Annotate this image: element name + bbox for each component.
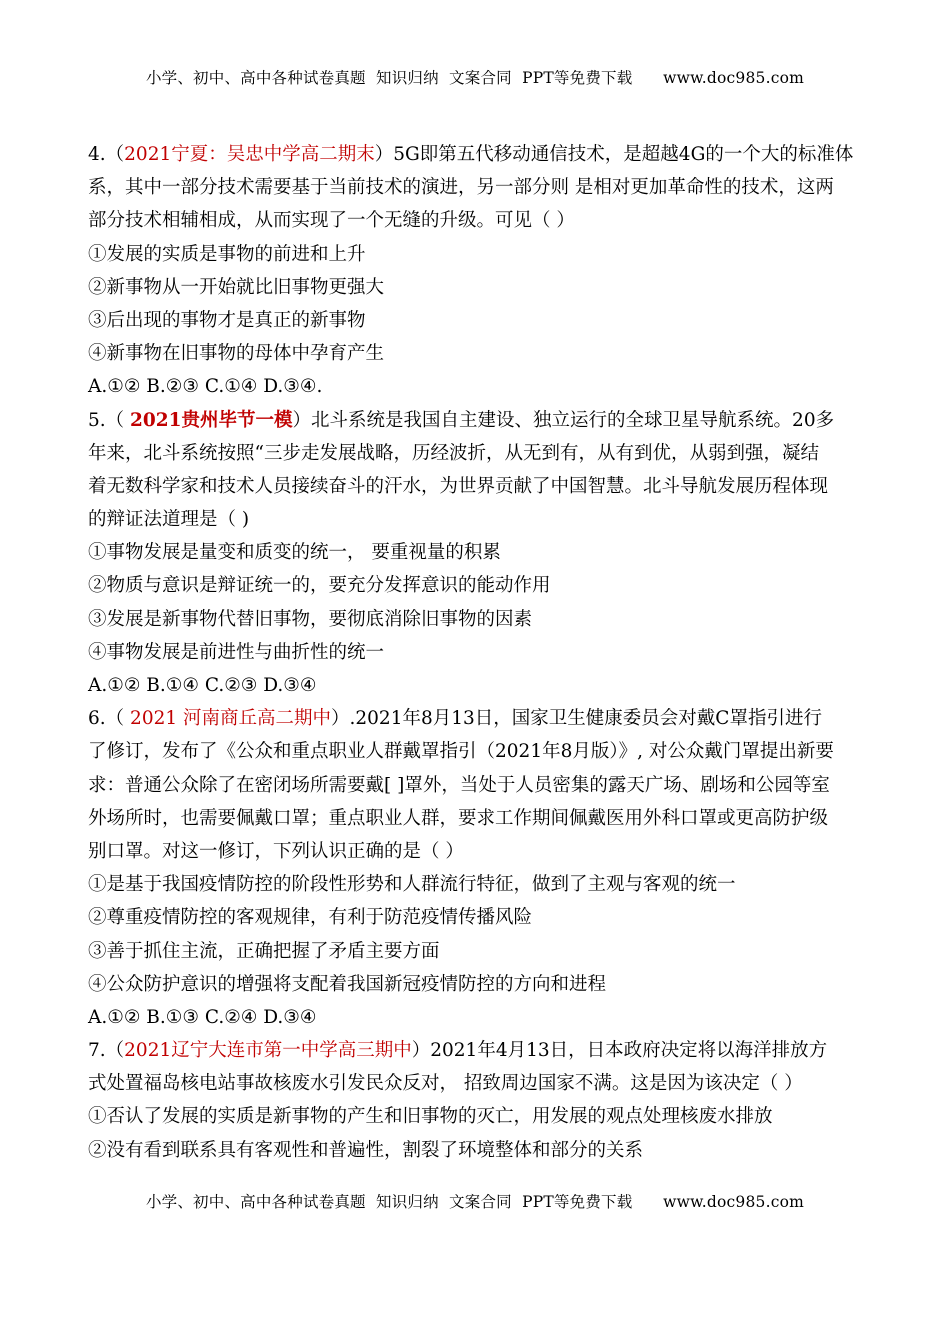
question-4-option-4: ④新事物在旧事物的母体中孕育产生: [88, 343, 385, 365]
stem-text: ）.2021年8月13日，国家卫生健康委员会对戴C罩指引进行: [331, 708, 822, 730]
page-footer: 小学、初中、高中各种试卷真题 知识归纳 文案合同 PPT等免费下载 www.doc985.com: [145, 1193, 805, 1211]
question-6-stem-line-5: 别口罩。对这一修订，下列认识正确的是（ ）: [88, 840, 464, 862]
question-6-option-1: ①是基于我国疫情防控的阶段性形势和人群流行特征，做到了主观与客观的统一: [88, 874, 736, 896]
question-6-stem-line-4: 外场所时，也需要佩戴口罩；重点职业人群，要求工作期间佩戴医用外科口罩或更高防护级: [88, 807, 829, 829]
question-5-option-1: ①事物发展是量变和质变的统一， 要重视量的积累: [88, 542, 501, 564]
question-5-stem-line-1: [88, 404, 866, 437]
question-7-stem-line-2: 式处置福岛核电站事故核废水引发民众反对， 招致周边国家不满。这是因为该决定（ ）: [88, 1073, 803, 1095]
question-source: 2021贵州毕节一模: [130, 409, 293, 431]
question-number: 5.（: [88, 409, 131, 431]
question-7-option-2: ②没有看到联系具有客观性和普遍性，割裂了环境整体和部分的关系: [88, 1139, 644, 1161]
question-4-stem-line-1: [88, 138, 866, 171]
question-4-option-2: ②新事物从一开始就比旧事物更强大: [88, 276, 385, 298]
stem-text: ）2021年4月13日，日本政府决定将以海洋排放方: [411, 1040, 828, 1062]
question-5-stem-line-2: 年来，北斗系统按照“三步走发展战略，历经波折，从无到有，从有到优，从弱到强，凝结: [88, 442, 819, 464]
document-body: [88, 138, 866, 1167]
question-6-option-2: ②尊重疫情防控的客观规律，有利于防范疫情传播风险: [88, 907, 533, 929]
question-6-stem-line-1: [88, 702, 866, 735]
question-number: 4.（: [88, 144, 125, 165]
question-7-stem-line-1: [88, 1034, 866, 1067]
question-5-answer-choices: A.①② B.①④ C.②③ D.③④: [88, 675, 317, 696]
question-6-option-3: ③善于抓住主流，正确把握了矛盾主要方面: [88, 940, 440, 962]
question-source: 2021宁夏：吴忠中学高二期末: [124, 144, 375, 165]
question-number: 7.（: [88, 1040, 125, 1062]
question-4-answer-choices: A.①② B.②③ C.①④ D.③④.: [88, 376, 323, 398]
question-source: 2021 河南商丘高二期中: [130, 708, 332, 730]
page-header: 小学、初中、高中各种试卷真题 知识归纳 文案合同 PPT等免费下载 www.doc985.com: [145, 69, 805, 87]
question-number: 6.（: [88, 708, 131, 730]
question-6-option-4: ④公众防护意识的增强将支配着我国新冠疫情防控的方向和进程: [88, 973, 607, 995]
stem-text: ）5G即第五代移动通信技术，是超越4G的一个大的标准体: [374, 144, 854, 165]
question-6-stem-line-2: 了修订，发布了《公众和重点职业人群戴罩指引（2021年8月版）》, 对公众戴门罩提出新要: [88, 741, 834, 763]
question-4-option-3: ③后出现的事物才是真正的新事物: [88, 309, 366, 331]
question-4-stem-line-2: 系，其中一部分技术需要基于当前技术的演进，另一部分则 是相对更加革命性的技术，这两: [88, 177, 834, 199]
question-6-stem-line-3: 求：普通公众除了在密闭场所需要戴[ ]罩外，当处于人员密集的露天广场、剧场和公园等室: [88, 774, 830, 796]
question-5-option-2: ②物质与意识是辩证统一的，要充分发挥意识的能动作用: [88, 575, 551, 597]
question-7-option-1: ①否认了发展的实质是新事物的产生和旧事物的灭亡，用发展的观点处理核废水排放: [88, 1106, 773, 1128]
question-5-option-3: ③发展是新事物代替旧事物，要彻底消除旧事物的因素: [88, 608, 533, 630]
question-5-stem-line-4: 的辩证法道理是（ ): [88, 509, 250, 531]
question-4-stem-line-3: 部分技术相辅相成，从而实现了一个无缝的升级。可见（ ）: [88, 210, 575, 232]
question-5-option-4: ④事物发展是前进性与曲折性的统一: [88, 641, 385, 663]
question-6-answer-choices: A.①② B.①③ C.②④ D.③④: [88, 1006, 317, 1028]
stem-text: ）北斗系统是我国自主建设、独立运行的全球卫星导航系统。20多: [292, 409, 835, 431]
question-5-stem-line-3: 着无数科学家和技术人员接续奋斗的汗水，为世界贡献了中国智慧。北斗导航发展历程体现: [88, 475, 829, 497]
question-4-option-1: ①发展的实质是事物的前进和上升: [88, 243, 366, 265]
question-source: 2021辽宁大连市第一中学高三期中: [124, 1040, 412, 1062]
